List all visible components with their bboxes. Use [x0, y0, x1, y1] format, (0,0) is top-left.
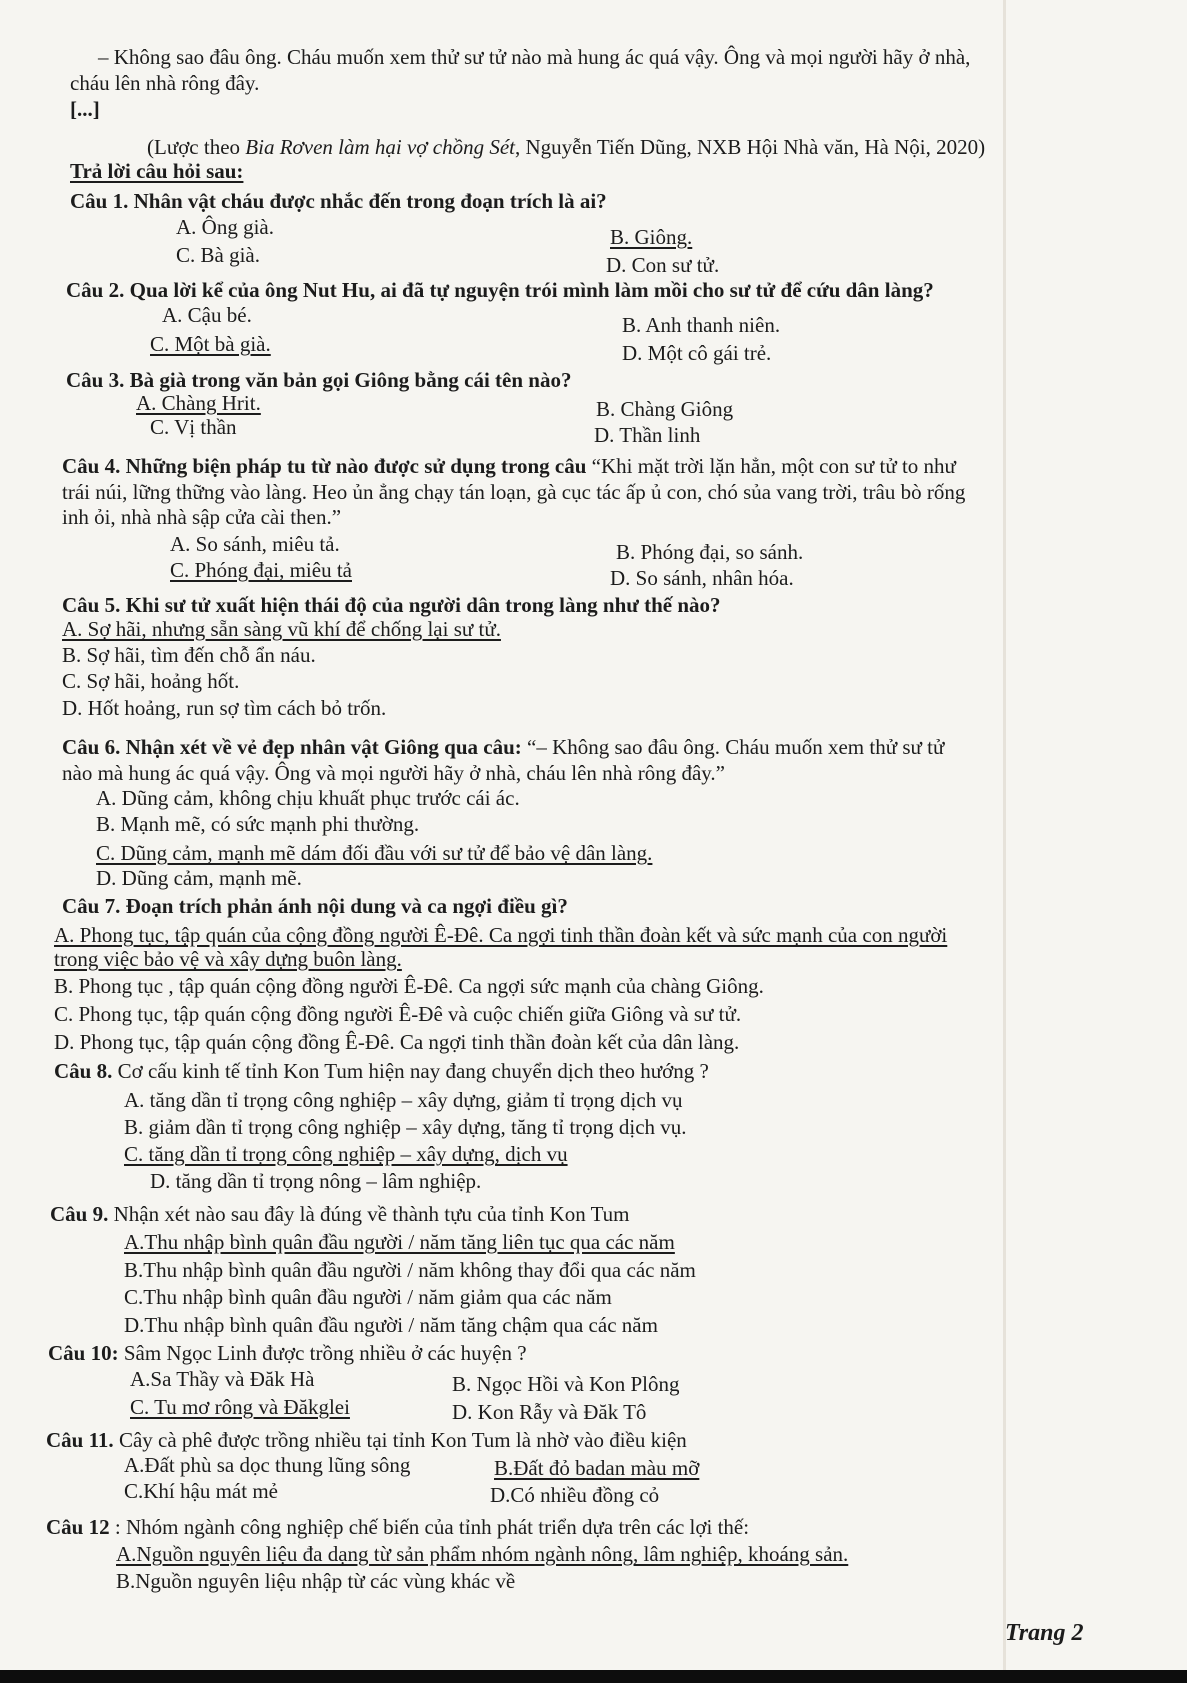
q4-option-c: C. Phóng đại, miêu tả: [170, 558, 352, 582]
q5-option-a: A. Sợ hãi, nhưng sẵn sàng vũ khí để chống lại sư tử.: [62, 617, 501, 641]
q11-option-a: A.Đất phù sa dọc thung lũng sông: [124, 1453, 411, 1477]
q11-option-d: D.Có nhiều đồng cỏ: [490, 1483, 660, 1507]
q2-option-c: C. Một bà già.: [150, 332, 271, 356]
q9-option-a: A.Thu nhập bình quân đầu người / năm tăng liên tục qua các năm: [124, 1230, 675, 1254]
question-2: Câu 2. Qua lời kể của ông Nut Hu, ai đã tự nguyện trói mình làm mồi cho sư tử để cứu dân làng?: [66, 278, 934, 302]
q7-option-d: D. Phong tục, tập quán cộng đồng Ê-Đê. Ca ngợi tinh thần đoàn kết của dân làng.: [54, 1030, 740, 1054]
q1-option-d: D. Con sư tử.: [606, 253, 720, 277]
q6-quote-line-2: nào mà hung ác quá vậy. Ông và mọi người hãy ở nhà, cháu lên nhà rông đây.”: [62, 761, 726, 785]
q8-option-c: C. tăng dần tỉ trọng công nghiệp – xây dựng, dịch vụ: [124, 1142, 568, 1166]
question-7: Câu 7. Đoạn trích phản ánh nội dung và ca ngợi điều gì?: [62, 894, 568, 918]
question-10: Câu 10: Sâm Ngọc Linh được trồng nhiều ở các huyện ?: [48, 1341, 527, 1365]
question-5: Câu 5. Khi sư tử xuất hiện thái độ của người dân trong làng như thế nào?: [62, 593, 721, 617]
q2-option-a: A. Cậu bé.: [162, 303, 252, 327]
q11-option-c: C.Khí hậu mát mẻ: [124, 1479, 278, 1503]
q10-option-a: A.Sa Thầy và Đăk Hà: [130, 1367, 315, 1391]
q3-option-a: A. Chàng Hrit.: [136, 391, 261, 415]
instruction-heading: Trả lời câu hỏi sau:: [70, 159, 244, 183]
q10-option-b: B. Ngọc Hồi và Kon Plông: [452, 1372, 680, 1396]
source-citation: (Lược theo Bia Rơven làm hại vợ chồng Sét, Nguyễn Tiến Dũng, NXB Hội Nhà văn, Hà Nội, 2020): [147, 135, 986, 159]
scan-edge-bar: [0, 1670, 1187, 1683]
q9-option-c: C.Thu nhập bình quân đầu người / năm giảm qua các năm: [124, 1285, 612, 1309]
q9-option-d: D.Thu nhập bình quân đầu người / năm tăng chậm qua các năm: [124, 1313, 658, 1337]
q12-option-b: B.Nguồn nguyên liệu nhập từ các vùng khác về: [116, 1569, 516, 1593]
q1-option-c: C. Bà già.: [176, 243, 260, 267]
q1-option-b: B. Giông.: [610, 225, 693, 249]
question-4: Câu 4. Những biện pháp tu từ nào được sử dụng trong câu “Khi mặt trời lặn hẳn, một con sư tử to như: [62, 454, 956, 478]
q2-option-b: B. Anh thanh niên.: [622, 313, 781, 337]
q12-option-a: A.Nguồn nguyên liệu đa dạng từ sản phẩm nhóm ngành nông, lâm nghiệp, khoáng sản.: [116, 1542, 849, 1566]
q7-option-a-cont: trong việc bảo vệ và xây dựng buôn làng.: [54, 947, 402, 971]
q6-option-a: A. Dũng cảm, không chịu khuất phục trước cái ác.: [96, 786, 520, 810]
q4-option-b: B. Phóng đại, so sánh.: [616, 540, 804, 564]
q8-option-d: D. tăng dần tỉ trọng nông – lâm nghiệp.: [150, 1169, 482, 1193]
q6-option-d: D. Dũng cảm, mạnh mẽ.: [96, 866, 302, 890]
q10-option-c: C. Tu mơ rông và Đăkglei: [130, 1395, 350, 1419]
question-8: Câu 8. Cơ cấu kinh tế tỉnh Kon Tum hiện nay đang chuyển dịch theo hướng ?: [54, 1059, 709, 1083]
q11-option-b: B.Đất đỏ badan màu mỡ: [494, 1456, 700, 1480]
q3-option-d: D. Thần linh: [594, 423, 701, 447]
question-6: Câu 6. Nhận xét về vẻ đẹp nhân vật Giông qua câu: “– Không sao đâu ông. Cháu muốn xem thử sư tử: [62, 735, 945, 759]
q6-option-b: B. Mạnh mẽ, có sức mạnh phi thường.: [96, 812, 420, 836]
q4-quote-line-2: trái núi, lững thững vào làng. Heo ủn ẳng chạy tán loạn, gà cục tác ấp ủ con, chó sủa vang trời, trâu bò rống: [62, 480, 966, 504]
paper-fold-shadow: [1003, 0, 1006, 1683]
q4-option-d: D. So sánh, nhân hóa.: [610, 566, 794, 590]
q4-option-a: A. So sánh, miêu tả.: [170, 532, 340, 556]
q3-option-c: C. Vị thần: [150, 415, 237, 439]
q8-option-a: A. tăng dần tỉ trọng công nghiệp – xây dựng, giảm tỉ trọng dịch vụ: [124, 1088, 683, 1112]
question-3: Câu 3. Bà già trong văn bản gọi Giông bằng cái tên nào?: [66, 368, 572, 392]
q7-option-c: C. Phong tục, tập quán cộng đồng người Ê-Đê và cuộc chiến giữa Giông và sư tử.: [54, 1002, 742, 1026]
q5-option-c: C. Sợ hãi, hoảng hốt.: [62, 669, 240, 693]
q4-quote-line-3: inh ỏi, nhà nhà sập cửa cài then.”: [62, 505, 342, 529]
q7-option-b: B. Phong tục , tập quán cộng đồng người Ê-Đê. Ca ngợi sức mạnh của chàng Giông.: [54, 974, 764, 998]
q10-option-d: D. Kon Rẫy và Đăk Tô: [452, 1400, 647, 1424]
q1-option-a: A. Ông già.: [176, 215, 274, 239]
page-number: Trang 2: [1005, 1620, 1084, 1646]
q5-option-d: D. Hốt hoảng, run sợ tìm cách bỏ trốn.: [62, 696, 387, 720]
passage-line-2: cháu lên nhà rông đây.: [70, 71, 260, 95]
question-1: Câu 1. Nhân vật cháu được nhắc đến trong đoạn trích là ai?: [70, 189, 607, 213]
question-11: Câu 11. Cây cà phê được trồng nhiều tại tỉnh Kon Tum là nhờ vào điều kiện: [46, 1428, 687, 1452]
q6-option-c: C. Dũng cảm, mạnh mẽ dám đối đầu với sư tử để bảo vệ dân làng.: [96, 841, 653, 865]
passage-line-1: – Không sao đâu ông. Cháu muốn xem thử sư tử nào mà hung ác quá vậy. Ông và mọi người hãy ở nhà,: [98, 45, 971, 69]
question-12: Câu 12 : Nhóm ngành công nghiệp chế biến của tỉnh phát triển dựa trên các lợi thế:: [46, 1515, 750, 1539]
q8-option-b: B. giảm dần tỉ trọng công nghiệp – xây dựng, tăng tỉ trọng dịch vụ.: [124, 1115, 687, 1139]
q3-option-b: B. Chàng Giông: [596, 397, 734, 421]
q2-option-d: D. Một cô gái trẻ.: [622, 341, 772, 365]
source-title: Bia Rơven làm hại vợ chồng Sét: [245, 135, 515, 159]
passage-ellipsis: [...]: [70, 97, 100, 121]
question-9: Câu 9. Nhận xét nào sau đây là đúng về thành tựu của tỉnh Kon Tum: [50, 1202, 630, 1226]
q5-option-b: B. Sợ hãi, tìm đến chỗ ẩn náu.: [62, 643, 316, 667]
q7-option-a: A. Phong tục, tập quán của cộng đồng người Ê-Đê. Ca ngợi tinh thần đoàn kết và sức mạnh của con người: [54, 923, 948, 947]
q9-option-b: B.Thu nhập bình quân đầu người / năm không thay đổi qua các năm: [124, 1258, 696, 1282]
